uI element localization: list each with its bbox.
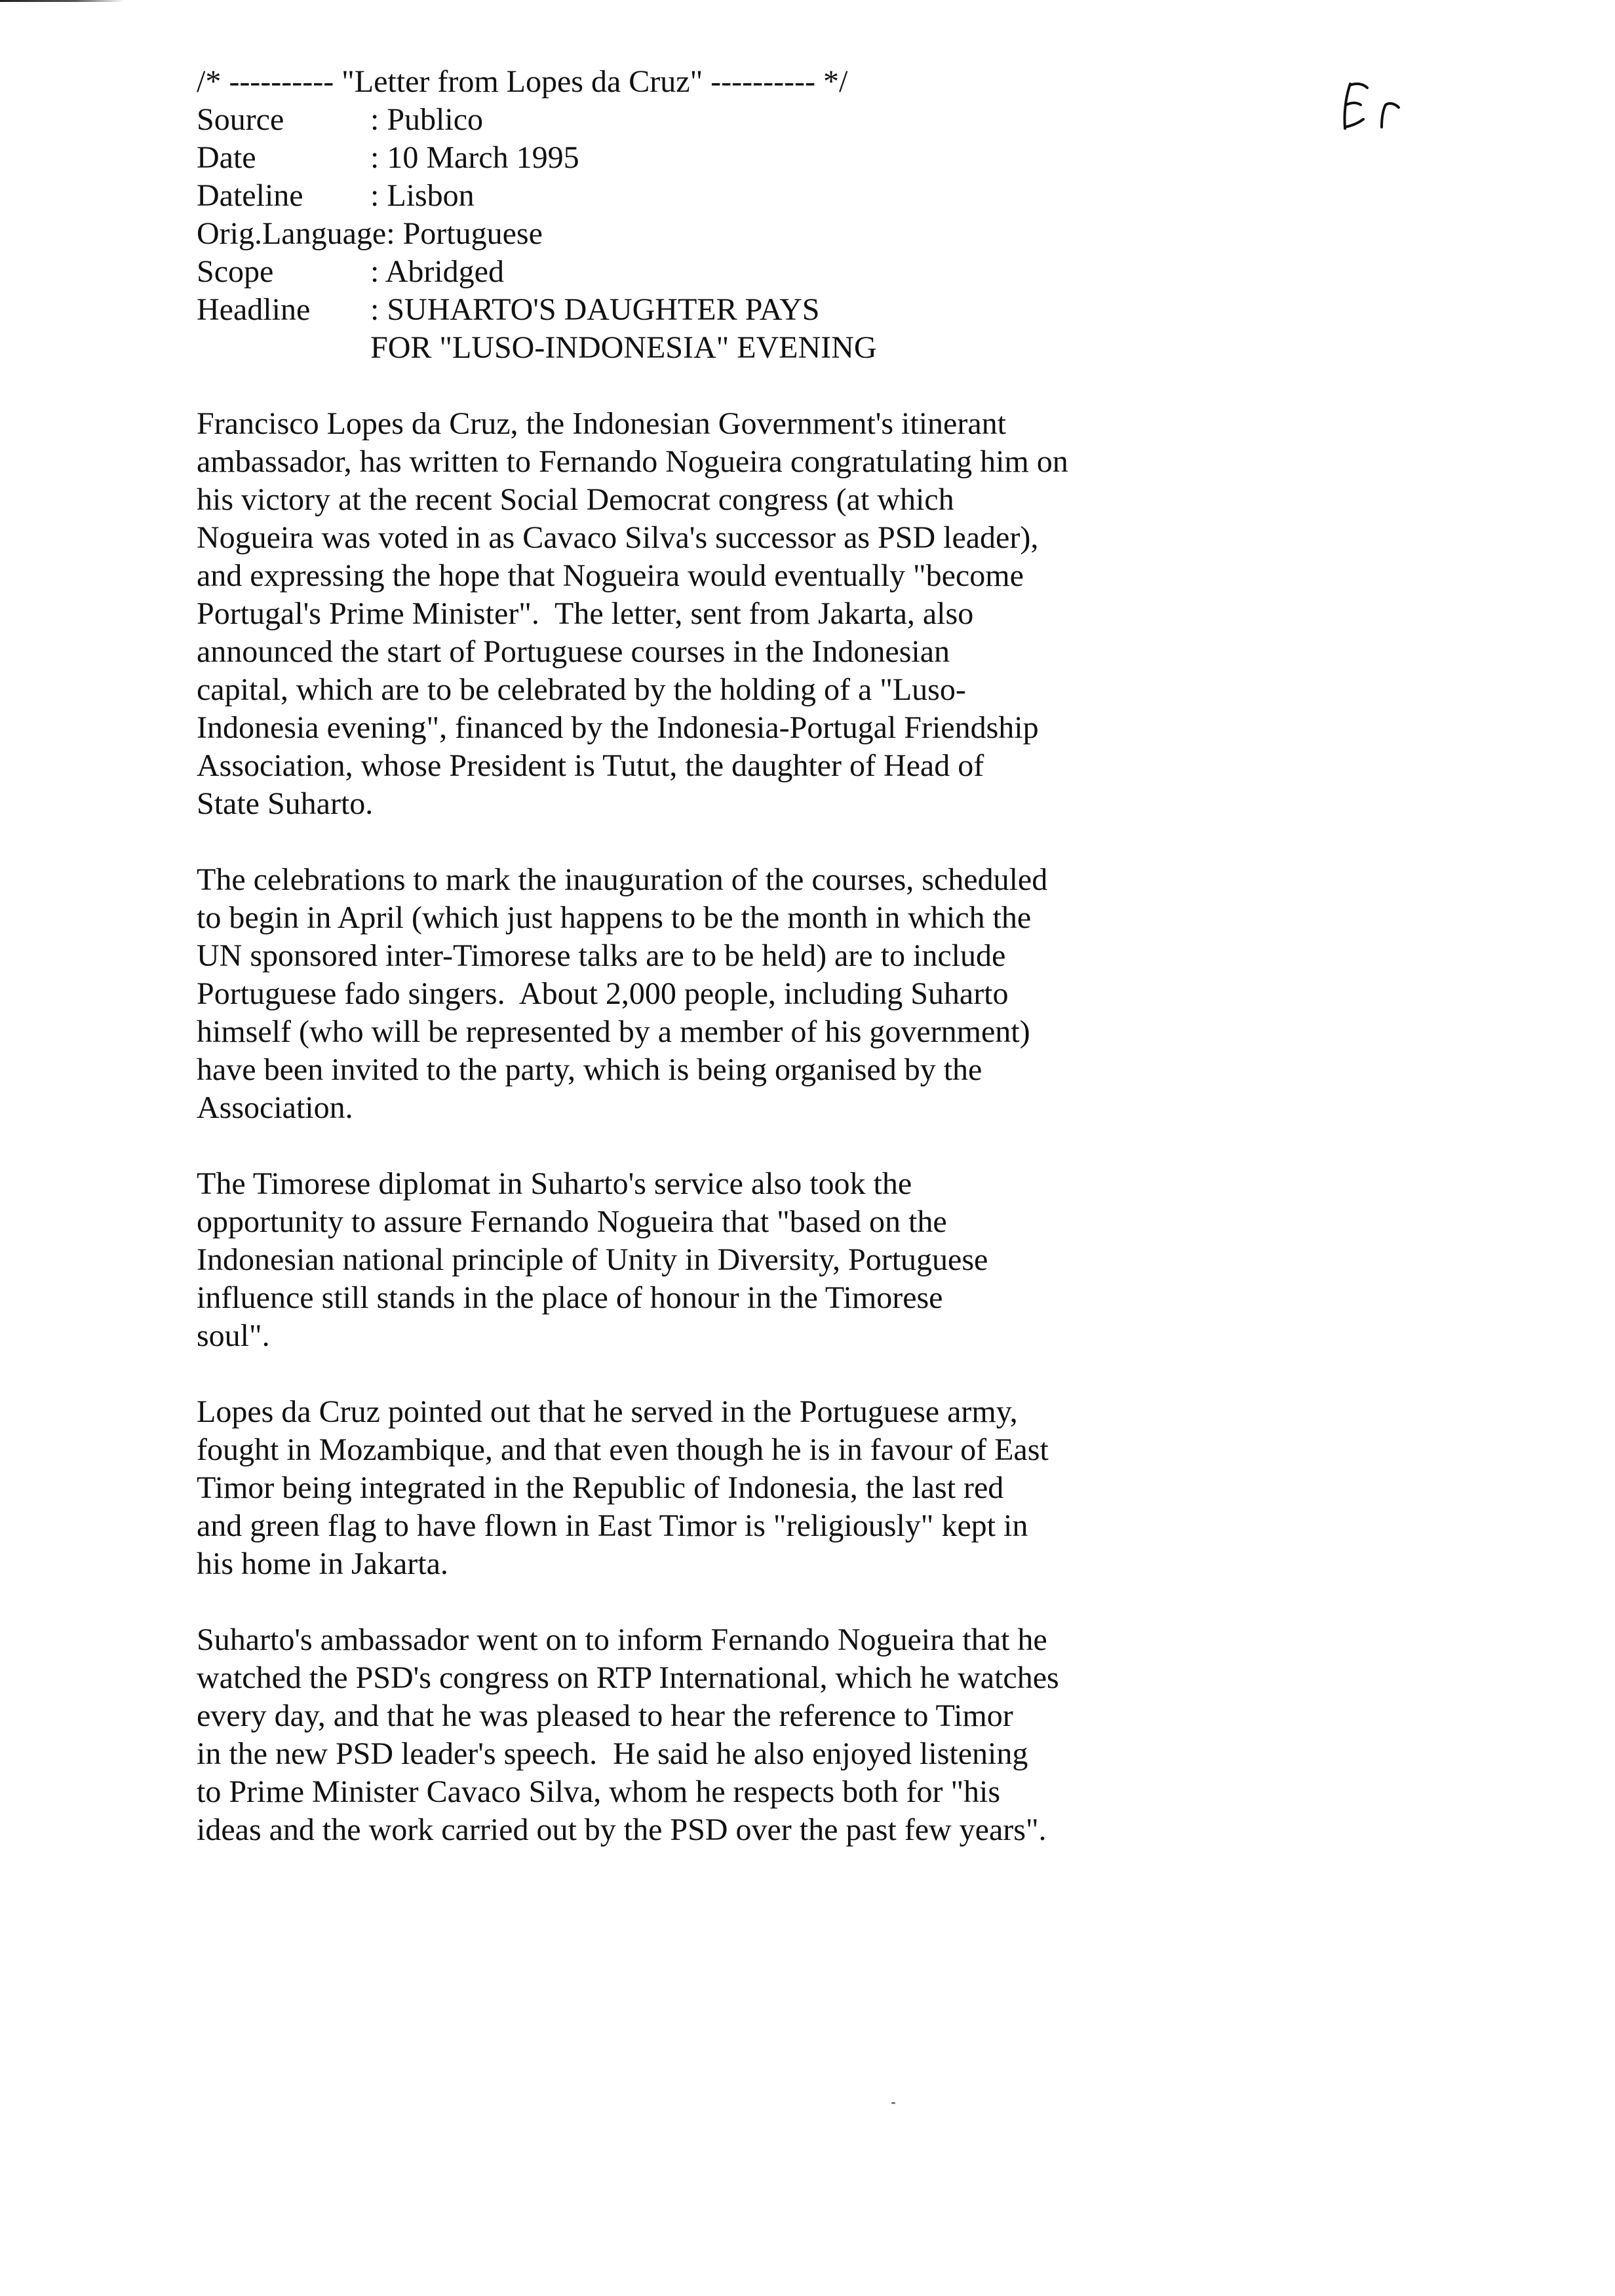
meta-key: Source xyxy=(197,102,284,137)
text-line: soul". xyxy=(197,1318,270,1353)
paragraph-5 xyxy=(197,1621,1180,1849)
text-line: ambassador, has written to Fernando Nogueira congratulating him on xyxy=(197,444,1068,479)
text-line: Suharto's ambassador went on to inform Fernando Nogueira that he xyxy=(197,1622,1047,1657)
article-body xyxy=(197,405,1180,1849)
text-line: to Prime Minister Cavaco Silva, whom he respects both for "his xyxy=(197,1774,1001,1809)
text-line: Portugal's Prime Minister". The letter, sent from Jakarta, also xyxy=(197,596,974,631)
meta-value: : Lisbon xyxy=(370,178,475,213)
document-content xyxy=(197,63,1180,1849)
text-line: every day, and that he was pleased to hear the reference to Timor xyxy=(197,1698,1013,1733)
meta-scope xyxy=(197,253,1180,291)
meta-source xyxy=(197,101,1180,139)
text-line: ideas and the work carried out by the PSD over the past few years". xyxy=(197,1812,1047,1847)
text-line: State Suharto. xyxy=(197,786,374,821)
text-line: Indonesian national principle of Unity in Diversity, Portuguese xyxy=(197,1242,988,1277)
meta-key: Headline xyxy=(197,292,311,327)
paragraph-4 xyxy=(197,1393,1180,1583)
text-line: and expressing the hope that Nogueira would eventually "become xyxy=(197,558,1024,593)
document-banner: /* ---------- "Letter from Lopes da Cruz" ---------- */ xyxy=(197,64,848,99)
text-line: announced the start of Portuguese courses in the Indonesian xyxy=(197,634,950,669)
text-line: fought in Mozambique, and that even though he is in favour of East xyxy=(197,1432,1049,1467)
paragraph-3 xyxy=(197,1165,1180,1355)
meta-value: : SUHARTO'S DAUGHTER PAYS xyxy=(370,292,820,327)
meta-value: : Publico xyxy=(370,102,484,137)
text-line: Portuguese fado singers. About 2,000 people, including Suharto xyxy=(197,976,1009,1011)
meta-key: Date xyxy=(197,140,256,175)
paragraph-1 xyxy=(197,405,1180,823)
text-line: The Timorese diplomat in Suharto's service also took the xyxy=(197,1166,912,1201)
paragraph-2 xyxy=(197,861,1180,1127)
text-line: his victory at the recent Social Democrat congress (at which xyxy=(197,482,954,517)
text-line: have been invited to the party, which is being organised by the xyxy=(197,1052,983,1087)
meta-orig-language xyxy=(197,215,1180,253)
text-line: opportunity to assure Fernando Nogueira that "based on the xyxy=(197,1204,947,1239)
text-line: watched the PSD's congress on RTP International, which he watches xyxy=(197,1660,1059,1695)
headline-continuation: FOR "LUSO-INDONESIA" EVENING xyxy=(370,330,877,365)
text-line: Francisco Lopes da Cruz, the Indonesian Government's itinerant xyxy=(197,406,1006,441)
text-line: The celebrations to mark the inauguration of the courses, scheduled xyxy=(197,862,1048,897)
text-line: Association. xyxy=(197,1090,353,1125)
text-line: Timor being integrated in the Republic of Indonesia, the last red xyxy=(197,1470,1004,1505)
meta-key: Scope xyxy=(197,254,274,289)
meta-date xyxy=(197,139,1180,177)
scan-edge-mark xyxy=(0,0,125,2)
text-line: and green flag to have flown in East Timor is "religiously" kept in xyxy=(197,1508,1028,1543)
meta-value: : 10 March 1995 xyxy=(370,140,579,175)
handwritten-annotation xyxy=(1331,76,1429,135)
meta-value: Portuguese xyxy=(395,216,543,251)
meta-headline xyxy=(197,291,1180,329)
text-line: himself (who will be represented by a member of his government) xyxy=(197,1014,1030,1049)
meta-dateline xyxy=(197,177,1180,215)
meta-key: Orig.Language: xyxy=(197,216,395,251)
text-line: UN sponsored inter-Timorese talks are to be held) are to include xyxy=(197,938,1006,973)
text-line: Lopes da Cruz pointed out that he served in the Portuguese army, xyxy=(197,1394,1018,1429)
meta-value: : Abridged xyxy=(370,254,504,289)
text-line: to begin in April (which just happens to be the month in which the xyxy=(197,900,1032,935)
text-line: in the new PSD leader's speech. He said he also enjoyed listening xyxy=(197,1736,1028,1771)
meta-key: Dateline xyxy=(197,178,303,213)
text-line: Nogueira was voted in as Cavaco Silva's successor as PSD leader), xyxy=(197,520,1039,555)
text-line: Indonesia evening", financed by the Indonesia-Portugal Friendship xyxy=(197,710,1039,745)
scan-speck xyxy=(891,2102,895,2104)
text-line: his home in Jakarta. xyxy=(197,1546,448,1581)
text-line: Association, whose President is Tutut, the daughter of Head of xyxy=(197,748,984,783)
text-line: influence still stands in the place of honour in the Timorese xyxy=(197,1280,943,1315)
text-line: capital, which are to be celebrated by the holding of a "Luso- xyxy=(197,672,966,707)
